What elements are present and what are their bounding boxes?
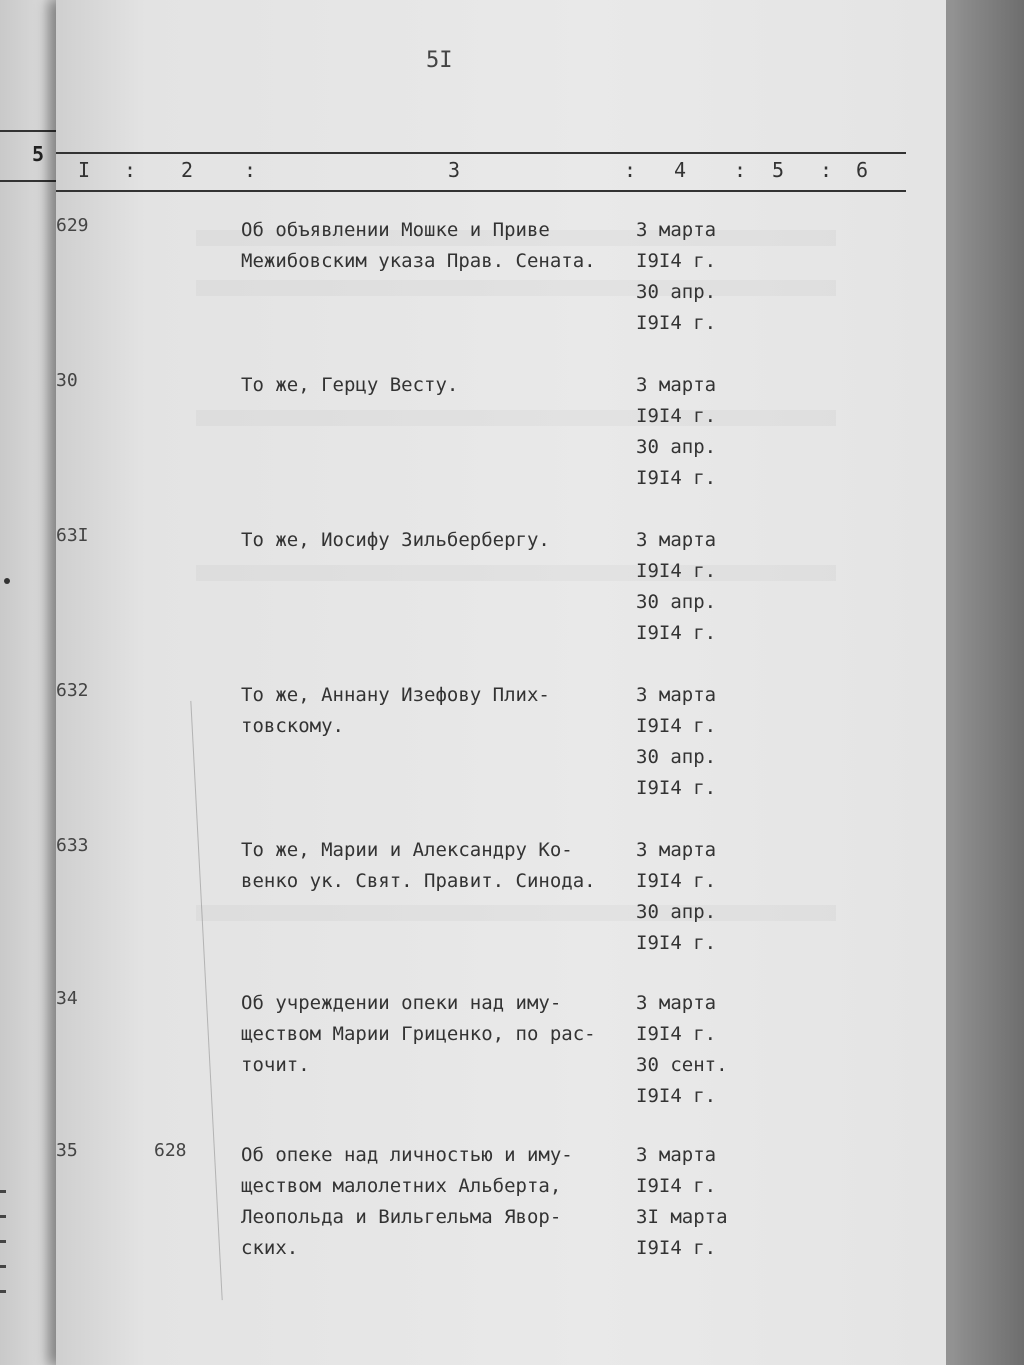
column-header: 4: [674, 158, 687, 182]
entry-dates: [636, 1140, 746, 1264]
column-separator: :: [734, 158, 747, 182]
date-line: I9I4 г.: [636, 1237, 717, 1259]
date-line: I9I4 г.: [636, 622, 717, 644]
description-line: Об объявлении Мошке и Приве: [241, 219, 550, 241]
description-line: ществом Марии Гриценко, по рас-: [241, 1023, 596, 1045]
description-line: То же, Герцу Весту.: [241, 374, 459, 396]
binder-spine: [940, 0, 1024, 1365]
entry-dates: [636, 835, 746, 959]
prev-page-tick: [0, 1190, 6, 1193]
date-line: I9I4 г.: [636, 312, 717, 334]
column-header-row: [56, 158, 906, 184]
description-line: Об учреждении опеки над иму-: [241, 992, 562, 1014]
entry-number: 629: [56, 215, 89, 236]
column-header: 3: [448, 158, 461, 182]
date-line: 3 марта: [636, 1144, 717, 1166]
column-header: 6: [856, 158, 869, 182]
entry-number: 63I: [56, 525, 89, 546]
description-line: Межибовским указа Прав. Сената.: [241, 250, 596, 272]
entry-number: 35: [56, 1140, 78, 1161]
date-line: I9I4 г.: [636, 1085, 717, 1107]
description-line: Леопольда и Вильгельма Явор-: [241, 1206, 562, 1228]
entry-dates: [636, 370, 746, 494]
date-line: 3 марта: [636, 219, 717, 241]
date-line: I9I4 г.: [636, 1023, 717, 1045]
date-line: 3 марта: [636, 374, 717, 396]
date-line: I9I4 г.: [636, 715, 717, 737]
column-separator: :: [244, 158, 257, 182]
header-top-rule: [56, 152, 906, 154]
entry-description: [241, 835, 641, 897]
date-line: I9I4 г.: [636, 870, 717, 892]
header-bottom-rule: [56, 190, 906, 192]
description-line: ских.: [241, 1237, 299, 1259]
description-line: То же, Иосифу Зильбербергу.: [241, 529, 550, 551]
date-line: 3 марта: [636, 529, 717, 551]
entry-number: 34: [56, 988, 78, 1009]
entry-dates: [636, 988, 746, 1112]
prev-page-column-marker: 5: [32, 142, 45, 166]
date-line: I9I4 г.: [636, 1175, 717, 1197]
date-line: 30 апр.: [636, 901, 717, 923]
entry-description: [241, 988, 641, 1081]
entry-description: [241, 1140, 641, 1264]
column-separator: :: [820, 158, 833, 182]
description-line: То же, Марии и Александру Ко-: [241, 839, 573, 861]
date-line: 30 сент.: [636, 1054, 728, 1076]
entry-secondary-number: 628: [154, 1140, 187, 1161]
date-line: 30 апр.: [636, 591, 717, 613]
column-header: 5: [772, 158, 785, 182]
date-line: 3 марта: [636, 684, 717, 706]
archive-page: [56, 0, 946, 1365]
date-line: I9I4 г.: [636, 932, 717, 954]
description-line: венко ук. Свят. Правит. Синода.: [241, 870, 596, 892]
date-line: I9I4 г.: [636, 777, 717, 799]
entry-dates: [636, 215, 746, 339]
entry-dates: [636, 680, 746, 804]
prev-page-tick: [0, 1265, 6, 1268]
entry-number: 30: [56, 370, 78, 391]
description-line: точит.: [241, 1054, 310, 1076]
prev-page-tick: [0, 1240, 6, 1243]
prev-page-tick: [0, 1215, 6, 1218]
entry-number: 632: [56, 680, 89, 701]
entry-description: [241, 215, 641, 277]
date-line: I9I4 г.: [636, 560, 717, 582]
date-line: 30 апр.: [636, 281, 717, 303]
entry-description: [241, 680, 641, 742]
entry-description: [241, 370, 641, 401]
page-number: 5I: [426, 48, 453, 73]
column-header: I: [78, 158, 91, 182]
date-line: 3 марта: [636, 992, 717, 1014]
entry-number: 633: [56, 835, 89, 856]
description-line: Об опеке над личностью и иму-: [241, 1144, 573, 1166]
entry-dates: [636, 525, 746, 649]
prev-page-dot: [4, 578, 10, 584]
date-line: I9I4 г.: [636, 250, 717, 272]
date-line: 3I марта: [636, 1206, 728, 1228]
paper-crease: [190, 700, 242, 1300]
date-line: I9I4 г.: [636, 405, 717, 427]
date-line: I9I4 г.: [636, 467, 717, 489]
description-line: ществом малолетних Альберта,: [241, 1175, 562, 1197]
description-line: То же, Аннану Изефову Плих-: [241, 684, 550, 706]
prev-page-tick: [0, 1290, 6, 1293]
column-separator: :: [124, 158, 137, 182]
date-line: 3 марта: [636, 839, 717, 861]
column-separator: :: [624, 158, 637, 182]
date-line: 30 апр.: [636, 746, 717, 768]
column-header: 2: [181, 158, 194, 182]
entry-description: [241, 525, 641, 556]
description-line: товскому.: [241, 715, 344, 737]
date-line: 30 апр.: [636, 436, 717, 458]
